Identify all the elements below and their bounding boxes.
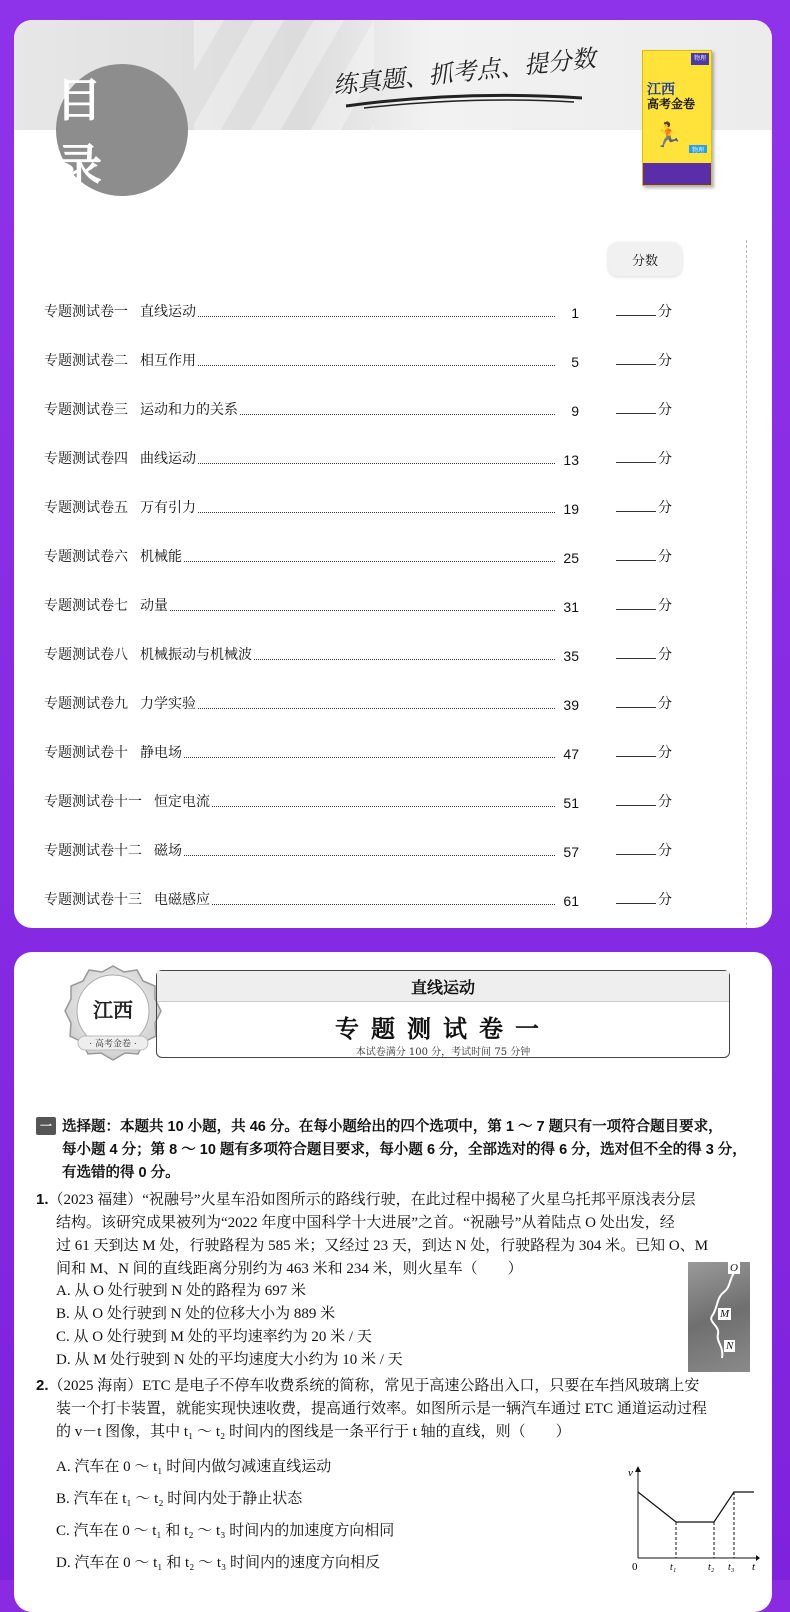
origin-label: 0 [632, 1561, 638, 1572]
score-field[interactable] [616, 742, 672, 762]
toc-title: 机械振动与机械波 [140, 646, 252, 662]
toc-leader [198, 708, 555, 709]
runner-icon: 🏃 [653, 122, 683, 149]
toc-leader [212, 904, 555, 905]
score-unit: 分 [658, 695, 672, 711]
toc-title: 动量 [140, 597, 168, 613]
toc-row[interactable] [44, 448, 684, 468]
toc-leader [184, 855, 555, 856]
book-title: 高考金卷 [647, 97, 696, 111]
question-line: 过 61 天到达 M 处，行驶路程为 585 米；又经过 23 天，到达 N 处，行驶路程为 304 米。已知 O、M [56, 1238, 709, 1254]
test-title: 专题测试卷一 [335, 1014, 551, 1043]
toc-label: 专题测试卷六 [44, 548, 128, 564]
test-paper-card [14, 952, 772, 1612]
toc-title: 万有引力 [140, 499, 196, 515]
toc-leader [198, 365, 555, 366]
question-line: 结构。该研究成果被列为“2022 年度中国科学十大进展”之首。“祝融号”从着陆点 O 处出发，经 [56, 1215, 675, 1231]
toc-page: 25 [563, 550, 579, 566]
score-unit: 分 [658, 597, 672, 613]
slogan-underline [344, 88, 584, 110]
score-field[interactable] [616, 595, 672, 615]
score-unit: 分 [658, 352, 672, 368]
option-b: B. 从 O 处行驶到 N 处的位移大小为 889 米 [56, 1306, 336, 1322]
toc-leader [184, 561, 555, 562]
toc-row[interactable] [44, 742, 684, 762]
toc-page: 19 [563, 501, 579, 517]
vt-graph [624, 1462, 760, 1572]
section-line-3: 有选错的得 0 分。 [62, 1165, 180, 1181]
book-subject: 物理 [689, 145, 707, 153]
score-field[interactable] [616, 840, 672, 860]
toc-page: 39 [563, 697, 579, 713]
map-label-m: M [720, 1308, 730, 1320]
score-unit: 分 [658, 401, 672, 417]
score-field[interactable] [616, 399, 672, 419]
toc-title: 力学实验 [140, 695, 196, 711]
section-number: 一 [36, 1117, 56, 1135]
toc-label: 专题测试卷三 [44, 401, 128, 417]
toc-page: 47 [563, 746, 579, 762]
map-label-n: N [726, 1340, 734, 1352]
toc-label: 专题测试卷四 [44, 450, 128, 466]
jiangxi-seal-logo [64, 964, 162, 1062]
score-field[interactable] [616, 791, 672, 811]
option-b: B. 汽车在 t₁ ～ t₂ 时间内处于静止状态 [56, 1491, 303, 1507]
toc-badge: 目 录 [56, 64, 188, 196]
question-line: 的 v－t 图像，其中 t₁ ～ t₂ 时间内的图线是一条平行于 t 轴的直线，则（ ） [56, 1424, 571, 1440]
toc-card [14, 20, 772, 928]
toc-title: 恒定电流 [154, 793, 210, 809]
question-line: 装一个打卡装置，就能实现快速收费，提高通行效率。如图所示是一辆汽车通过 ETC 通道运动过程 [56, 1401, 707, 1417]
toc-label: 专题测试卷一 [44, 303, 128, 319]
book-province: 江西 [647, 82, 675, 98]
question-number: 2. [36, 1377, 49, 1394]
section-line-1: 选择题：本题共 10 小题，共 46 分。在每小题给出的四个选项中，第 1 ～ 7 题只有一项符合题目要求， [62, 1119, 723, 1135]
dashed-divider [746, 240, 747, 928]
option-c: C. 汽车在 0 ～ t₁ 和 t₂ ～ t₃ 时间内的加速度方向相同 [56, 1523, 395, 1539]
tick-label-t1: t₁ [670, 1562, 677, 1572]
score-column-header: 分数 [608, 242, 682, 276]
toc-title: 机械能 [140, 548, 182, 564]
toc-row[interactable] [44, 350, 684, 370]
toc-row[interactable] [44, 693, 684, 713]
toc-leader [198, 316, 555, 317]
score-field[interactable] [616, 350, 672, 370]
option-c: C. 从 O 处行驶到 M 处的平均速率约为 20 米 / 天 [56, 1329, 372, 1345]
axis-label-v: v [628, 1467, 633, 1479]
toc-title: 静电场 [140, 744, 182, 760]
mars-route-image [688, 1262, 750, 1372]
toc-label: 专题测试卷二 [44, 352, 128, 368]
toc-page: 1 [571, 305, 579, 321]
score-unit: 分 [658, 450, 672, 466]
score-field[interactable] [616, 497, 672, 517]
toc-row[interactable] [44, 301, 684, 321]
score-field[interactable] [616, 448, 672, 468]
toc-title: 电磁感应 [154, 891, 210, 907]
toc-row[interactable] [44, 840, 684, 860]
book-cover-image: 物理 江西 高考金卷 🏃 物理 [642, 50, 712, 186]
option-a: A. 汽车在 0 ～ t₁ 时间内做匀减速直线运动 [56, 1459, 332, 1475]
toc-leader [198, 512, 555, 513]
tick-label-t2: t₂ [708, 1562, 715, 1572]
toc-label: 专题测试卷七 [44, 597, 128, 613]
toc-row[interactable] [44, 595, 684, 615]
score-unit: 分 [658, 793, 672, 809]
question-number: 1. [36, 1191, 49, 1208]
score-field[interactable] [616, 546, 672, 566]
map-label-o: O [730, 1262, 738, 1274]
section-line-2: 每小题 4 分；第 8 ～ 10 题有多项符合题目要求，每小题 6 分，全部选对的得 6 分，选对但不全的得 3 分， [62, 1142, 747, 1158]
question-line: （2023 福建）“祝融号”火星车沿如图所示的路线行驶，在此过程中揭秘了火星乌托邦平原浅表分层 [48, 1192, 696, 1208]
toc-page: 13 [563, 452, 579, 468]
option-d: D. 从 M 处行驶到 N 处的平均速度大小约为 10 米 / 天 [56, 1352, 403, 1368]
toc-title: 曲线运动 [140, 450, 196, 466]
option-d: D. 汽车在 0 ～ t₁ 和 t₂ ～ t₃ 时间内的速度方向相反 [56, 1555, 381, 1571]
score-field[interactable] [616, 889, 672, 909]
toc-title: 直线运动 [140, 303, 196, 319]
toc-page: 57 [563, 844, 579, 860]
score-unit: 分 [658, 891, 672, 907]
toc-leader [240, 414, 555, 415]
toc-label: 专题测试卷十三 [44, 891, 142, 907]
question-line: 间和 M、N 间的直线距离分别约为 463 米和 234 米，则火星车（ ） [56, 1261, 523, 1277]
option-a: A. 从 O 处行驶到 N 处的路程为 697 米 [56, 1283, 306, 1299]
toc-page: 35 [563, 648, 579, 664]
toc-row[interactable] [44, 791, 684, 811]
score-field[interactable] [616, 693, 672, 713]
toc-label: 专题测试卷十一 [44, 793, 142, 809]
test-note: 本试卷满分 100 分，考试时间 75 分钟 [355, 1047, 531, 1058]
toc-row[interactable] [44, 644, 684, 664]
score-unit: 分 [658, 842, 672, 858]
toc-page: 5 [571, 354, 579, 370]
score-unit: 分 [658, 646, 672, 662]
score-unit: 分 [658, 744, 672, 760]
test-header [156, 970, 730, 1058]
toc-row[interactable] [44, 399, 684, 419]
question-line: （2025 海南）ETC 是电子不停车收费系统的简称，常见于高速公路出入口，只要在车挡风玻璃上安 [48, 1378, 700, 1394]
toc-leader [198, 463, 555, 464]
toc-title: 运动和力的关系 [140, 401, 238, 417]
score-unit: 分 [658, 303, 672, 319]
slogan: 练真题、抓考点、提分数 [331, 44, 598, 100]
toc-row[interactable] [44, 889, 684, 909]
test-topic: 直线运动 [157, 971, 729, 1002]
toc-title: 相互作用 [140, 352, 196, 368]
toc-leader [254, 659, 555, 660]
toc-row[interactable] [44, 546, 684, 566]
toc-leader [184, 757, 555, 758]
toc-label: 专题测试卷九 [44, 695, 128, 711]
toc-title: 磁场 [154, 842, 182, 858]
score-field[interactable] [616, 644, 672, 664]
score-field[interactable] [616, 301, 672, 321]
score-unit: 分 [658, 499, 672, 515]
toc-leader [212, 806, 555, 807]
toc-page: 31 [563, 599, 579, 615]
toc-label: 专题测试卷十 [44, 744, 128, 760]
axis-label-t: t [752, 1561, 756, 1572]
toc-page: 51 [563, 795, 579, 811]
toc-leader [170, 610, 555, 611]
question-2 [36, 1374, 756, 1444]
toc-page: 9 [571, 403, 579, 419]
toc-row[interactable] [44, 497, 684, 517]
seal-text: 江西 [93, 998, 133, 1022]
toc-label: 专题测试卷五 [44, 499, 128, 515]
seal-subtext: · 高考金卷 · [89, 1039, 137, 1050]
score-unit: 分 [658, 548, 672, 564]
toc-label: 专题测试卷八 [44, 646, 128, 662]
section-instructions [36, 1116, 756, 1185]
toc-label: 专题测试卷十二 [44, 842, 142, 858]
toc-page: 61 [563, 893, 579, 909]
question-1 [36, 1188, 756, 1281]
tick-label-t3: t₃ [728, 1562, 735, 1572]
